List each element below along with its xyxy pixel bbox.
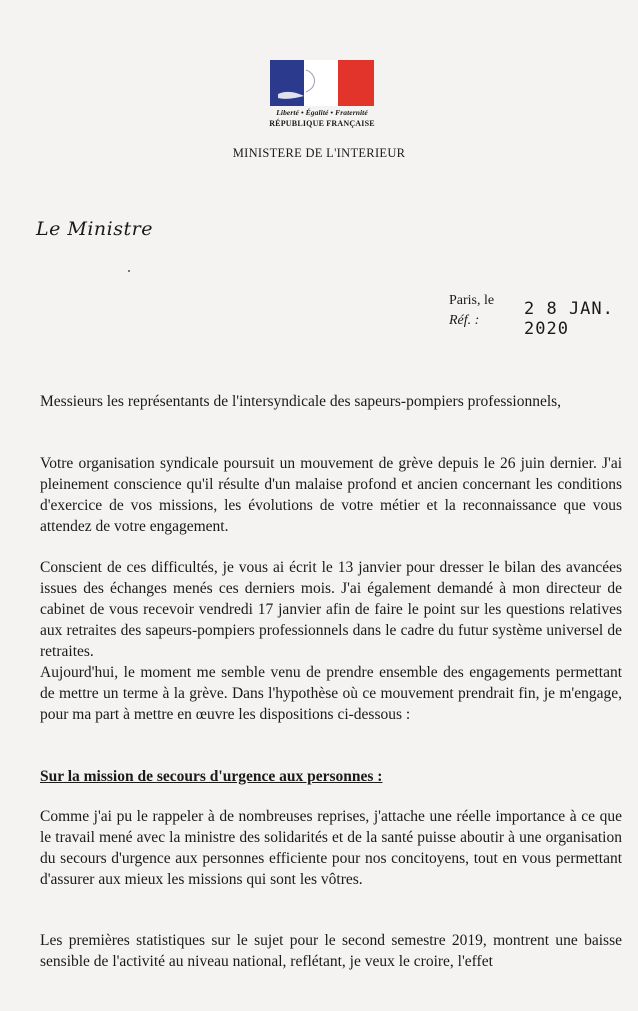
marianne-profile-icon — [270, 60, 374, 106]
reference-label: Réf. : — [449, 313, 480, 328]
paragraph-1: Votre organisation syndicale poursuit un mouvement de grève depuis le 26 juin dernier. J'ai pleinement conscience qu'il résulte d'un malaise profond et ancien concernant les conditions d'exercice de vos missions, les évolutions de votre métier et la reconnaissance que vous attendez de votre engagement. — [40, 455, 622, 535]
paragraph-5: Les premières statistiques sur le sujet pour le second semestre 2019, montrent une baisse sensible de l'activité au niveau national, reflétant, je veux le croire, l'effet — [40, 932, 622, 970]
dateline-place: Paris, le — [449, 293, 495, 308]
section-heading: Sur la mission de secours d'urgence aux personnes : — [40, 768, 383, 785]
ministry-name: MINISTERE DE L'INTERIEUR — [232, 146, 406, 160]
paragraph-3: Aujourd'hui, le moment me semble venu de prendre ensemble des engagements permettant de mettre un terme à la grève. Dans l'hypothèse où ce mouvement prendrait fin, je m'engage, pour ma part à mettre en œuvre les dispositions ci-dessous : — [40, 664, 622, 723]
paragraph-2: Conscient de ces difficultés, je vous ai écrit le 13 janvier pour dresser le bilan des avancées issues des échanges menés ces derniers mois. J'ai également demandé à mon directeur de cabinet de vous recevoir vendredi 17 janvier afin de faire le point sur les questions relatives aux retraites des sapeurs-pompiers professionnels dans le cadre du futur système universel de retraites. — [40, 559, 622, 660]
logo-motto: Liberté • Égalité • Fraternité — [276, 108, 368, 117]
marianne-logo — [268, 60, 376, 128]
logo-republic-name: RÉPUBLIQUE FRANÇAISE — [269, 119, 375, 128]
paragraph-4: Comme j'ai pu le rappeler à de nombreuses reprises, j'attache une réelle importance à ce que le travail mené avec la ministre des solidarités et de la santé puisse aboutir à une organisation du secours d'urgence aux personnes efficiente pour nos concitoyens, tout en vous permettant d'assurer aux mieux les missions qui sont les vôtres. — [40, 808, 622, 888]
date-stamp: 2 8 JAN. 2020 — [524, 299, 614, 339]
tricolor-flag-icon — [270, 60, 374, 106]
salutation: Messieurs les représentants de l'intersyndicale des sapeurs-pompiers professionnels, — [40, 393, 562, 410]
stray-mark — [128, 270, 130, 272]
sender-title: Le Ministre — [36, 218, 153, 240]
